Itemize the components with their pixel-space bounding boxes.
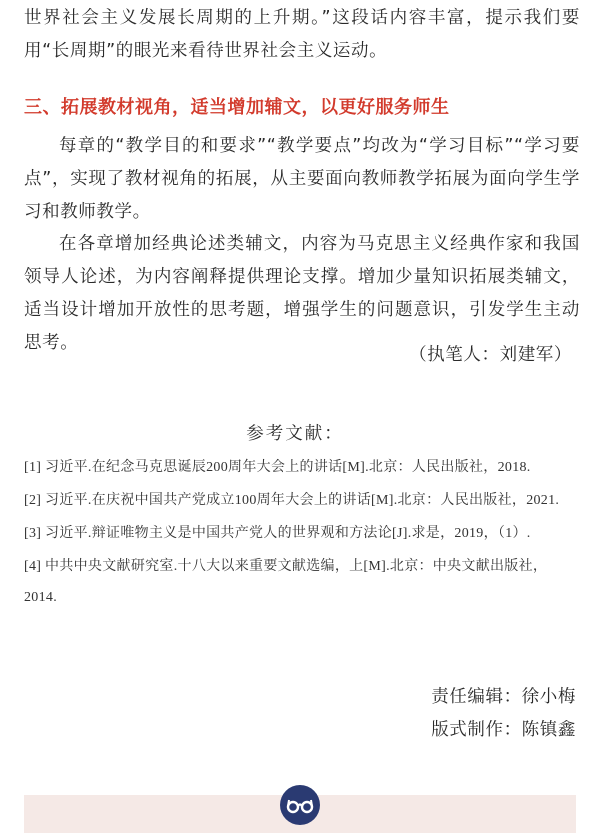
intro-paragraph: 世界社会主义发展长周期的上升期。”这段话内容丰富，提示我们要用“长周期”的眼光来看待世界社会主义运动。 xyxy=(24,8,580,61)
reference-item: [2] 习近平.在庆祝中国共产党成立100周年大会上的讲话[M].北京：人民出版社，2021. xyxy=(24,493,560,508)
reference-item: [1] 习近平.在纪念马克思诞辰200周年大会上的讲话[M].北京：人民出版社，2018. xyxy=(24,460,531,475)
credits xyxy=(431,681,576,747)
paragraph-learning-goals: 每章的“教学目的和要求”“教学要点”均改为“学习目标”“学习要点”，实现了教材视角的拓展，从主要面向教师教学拓展为面向学生学习和教师教学。 xyxy=(24,136,580,222)
reference-item: [4] 中共中央文献研究室.十八大以来重要文献选编，上[M].北京：中央文献出版社，2014. xyxy=(24,559,548,605)
paragraph-auxiliary-text: 在各章增加经典论述类辅文，内容为马克思主义经典作家和我国领导人论述，为内容阐释提供理论支撑。增加少量知识拓展类辅文，适当设计增加开放性的思考题，增强学生的问题意识，引发学生主动思考。 xyxy=(24,234,580,353)
editor-credit: 责任编辑：徐小梅 xyxy=(431,687,576,707)
reference-item: [3] 习近平.辩证唯物主义是中国共产党人的世界观和方法论[J].求是，2019，（1）. xyxy=(24,526,531,541)
layout-credit: 版式制作：陈镇鑫 xyxy=(431,720,576,740)
author-line: （执笔人：刘建军） xyxy=(409,345,572,365)
references-list xyxy=(24,452,580,615)
glasses-icon xyxy=(280,785,320,825)
section-heading: 三、拓展教材视角，适当增加辅文，以更好服务师生 xyxy=(24,97,450,118)
references-title: 参考文献： xyxy=(246,424,344,444)
